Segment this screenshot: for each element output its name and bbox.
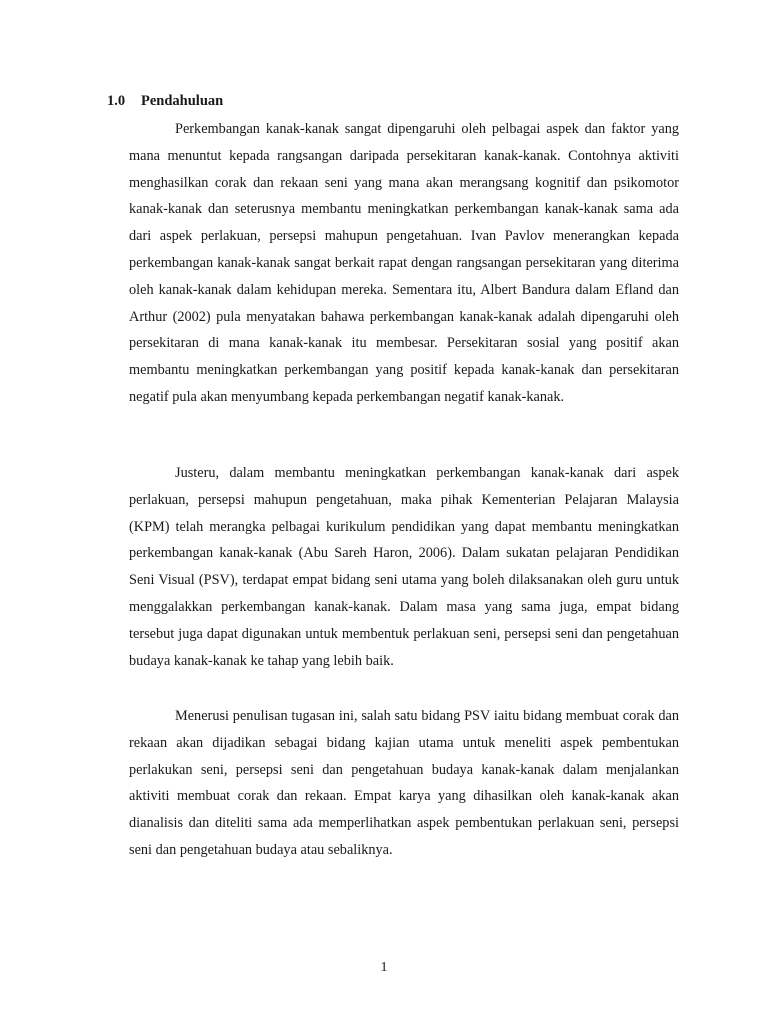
section-heading [107, 91, 223, 111]
page-number: 1 [380, 960, 388, 975]
section-number: 1.0 [107, 93, 126, 109]
paragraph-1: Perkembangan kanak-kanak sangat dipengaruhi oleh pelbagai aspek dan faktor yang mana menuntut kepada rangsangan daripada persekitaran kanak-kanak. Contohnya aktiviti menghasilkan corak dan rekaan seni yang mana akan merangsang kognitif dan psikomotor kanak-kanak dan seterusnya membantu meningkatkan perkembangan kanak-kanak sama ada dari aspek perlakuan, persepsi mahupun pengetahuan. Ivan Pavlov menerangkan kepada perkembangan kanak-kanak sangat berkait rapat dengan rangsangan persekitaran yang diterima oleh kanak-kanak dalam kehidupan mereka. Sementara itu, Albert Bandura dalam Efland dan Arthur (2002) pula menyatakan bahawa perkembangan kanak-kanak adalah dipengaruhi oleh persekitaran di mana kanak-kanak itu membesar. Persekitaran sosial yang positif akan membantu meningkatkan perkembangan yang positif kepada kanak-kanak dan persekitaran negatif pula akan menyumbang kepada perkembangan negatif kanak-kanak. [129, 121, 679, 405]
paragraph-2: Justeru, dalam membantu meningkatkan perkembangan kanak-kanak dari aspek perlakuan, persepsi mahupun pengetahuan, maka pihak Kementerian Pelajaran Malaysia (KPM) telah merangka pelbagai kurikulum pendidikan yang dapat membantu meningkatkan perkembangan kanak-kanak (Abu Sareh Haron, 2006). Dalam sukatan pelajaran Pendidikan Seni Visual (PSV), terdapat empat bidang seni utama yang boleh dilaksanakan oleh guru untuk menggalakkan perkembangan kanak-kanak. Dalam masa yang sama juga, empat bidang tersebut juga dapat digunakan untuk membentuk perlakuan seni, persepsi seni dan pengetahuan budaya kanak-kanak ke tahap yang lebih baik. [129, 465, 679, 669]
section-title: Pendahuluan [141, 93, 224, 109]
paragraph-3: Menerusi penulisan tugasan ini, salah satu bidang PSV iaitu bidang membuat corak dan rekaan akan dijadikan sebagai bidang kajian utama untuk meneliti aspek pembentukan perlakukan seni, persepsi seni dan pengetahuan budaya kanak-kanak dalam menjalankan aktiviti membuat corak dan rekaan. Empat karya yang dihasilkan oleh kanak-kanak akan dianalisis dan diteliti sama ada memperlihatkan aspek pembentukan perlakuan seni, persepsi seni dan pengetahuan budaya atau sebaliknya. [129, 708, 679, 858]
